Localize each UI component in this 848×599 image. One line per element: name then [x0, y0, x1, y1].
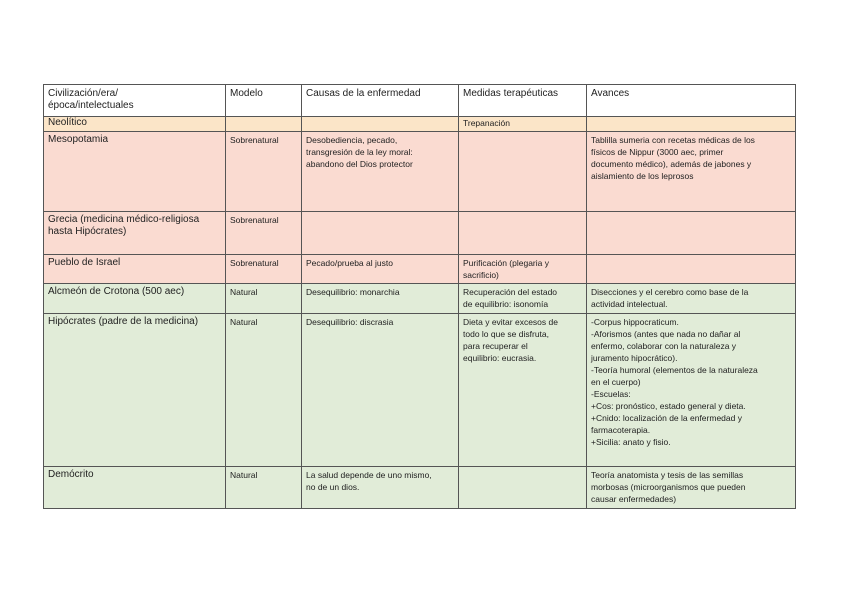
- header-civilizacion: Civilización/era/ época/intelectuales: [44, 85, 226, 117]
- table-row-neolitico: [44, 117, 796, 132]
- cell-causas: [302, 212, 459, 255]
- cell-causas: Desequilibrio: monarchia: [302, 284, 459, 314]
- cell-medidas: [459, 467, 587, 509]
- header-modelo: Modelo: [226, 85, 302, 117]
- cell-civ: Alcmeón de Crotona (500 aec): [44, 284, 226, 314]
- cell-medidas: Purificación (plegaria y sacrificio): [459, 255, 587, 284]
- cell-avances: [587, 117, 796, 132]
- table-row-alcmeon: [44, 284, 796, 314]
- cell-medidas: [459, 132, 587, 212]
- table-row-democrito: [44, 467, 796, 509]
- cell-modelo: Natural: [226, 284, 302, 314]
- cell-avances: Teoría anatomista y tesis de las semillas morbosas (microorganismos que pueden causar enfermedades): [587, 467, 796, 509]
- table-row-hipocrates: [44, 314, 796, 467]
- header-medidas: Medidas terapéuticas: [459, 85, 587, 117]
- cell-civ: Mesopotamia: [44, 132, 226, 212]
- cell-medidas: Dieta y evitar excesos de todo lo que se disfruta, para recuperar el equilibrio: eucrasia.: [459, 314, 587, 467]
- cell-modelo: Sobrenatural: [226, 132, 302, 212]
- cell-modelo: Sobrenatural: [226, 212, 302, 255]
- table-header-row: [44, 85, 796, 117]
- cell-causas: La salud depende de uno mismo, no de un dios.: [302, 467, 459, 509]
- cell-modelo: Natural: [226, 467, 302, 509]
- cell-modelo: Sobrenatural: [226, 255, 302, 284]
- header-causas: Causas de la enfermedad: [302, 85, 459, 117]
- cell-civ: Grecia (medicina médico-religiosa hasta Hipócrates): [44, 212, 226, 255]
- cell-medidas: Recuperación del estado de equilibrio: isonomía: [459, 284, 587, 314]
- cell-causas: Pecado/prueba al justo: [302, 255, 459, 284]
- cell-civ: Demócrito: [44, 467, 226, 509]
- cell-medidas: Trepanación: [459, 117, 587, 132]
- cell-avances: Tablilla sumeria con recetas médicas de los físicos de Nippur (3000 aec, primer documento médico), además de jabones y aislamiento de los leprosos: [587, 132, 796, 212]
- table-row-grecia: [44, 212, 796, 255]
- cell-modelo: [226, 117, 302, 132]
- header-avances: Avances: [587, 85, 796, 117]
- cell-modelo: Natural: [226, 314, 302, 467]
- table-row-israel: [44, 255, 796, 284]
- cell-medidas: [459, 212, 587, 255]
- table-row-mesopotamia: [44, 132, 796, 212]
- cell-civ: Neolítico: [44, 117, 226, 132]
- cell-avances: -Corpus hippocraticum. -Aforismos (antes que nada no dañar al enfermo, colaborar con la naturaleza y juramento hipocrático). -Teoría humoral (elementos de la naturaleza en el cuerpo) -Escuelas: +Cos: pronóstico, estado general y dieta. +Cnido: localización de la enfermedad y farmacoterapia. +Sicilia: anato y fisio.: [587, 314, 796, 467]
- cell-avances: [587, 212, 796, 255]
- cell-causas: Desequilibrio: discrasia: [302, 314, 459, 467]
- history-of-medicine-table: [43, 84, 796, 509]
- cell-causas: Desobediencia, pecado, transgresión de la ley moral: abandono del Dios protector: [302, 132, 459, 212]
- cell-causas: [302, 117, 459, 132]
- cell-avances: Disecciones y el cerebro como base de la actividad intelectual.: [587, 284, 796, 314]
- cell-civ: Hipócrates (padre de la medicina): [44, 314, 226, 467]
- cell-avances: [587, 255, 796, 284]
- cell-civ: Pueblo de Israel: [44, 255, 226, 284]
